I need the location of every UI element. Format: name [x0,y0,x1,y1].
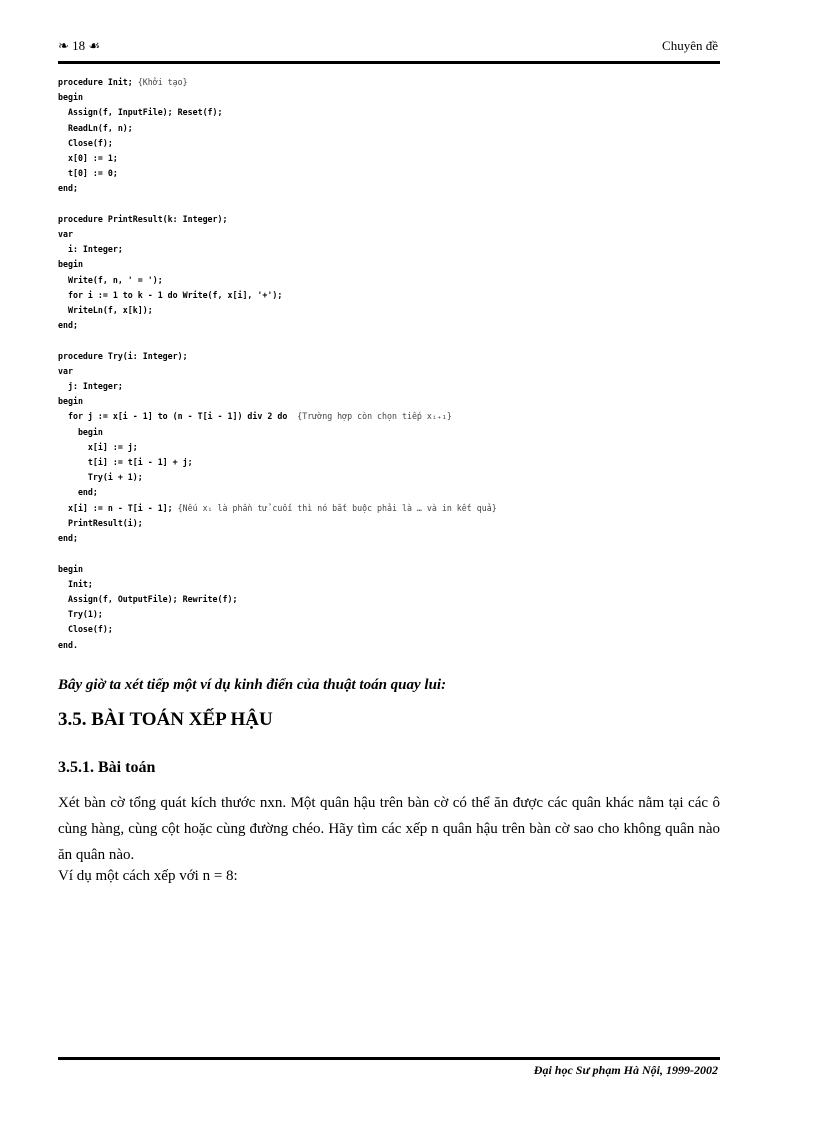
code-text: var [58,366,73,377]
page-number: 18 [72,38,86,53]
example-line: Ví dụ một cách xếp với n = 8: [58,868,238,884]
code-comment: {Nếu xᵢ là phần tử cuối thì nó bắt buộc phải là … và in kết quả} [177,503,497,514]
code-text: end; [58,534,78,545]
code-text: PrintResult(i); [58,518,143,529]
code-text: procedure PrintResult(k: Integer); [58,214,228,225]
code-text: Init; [58,579,93,590]
code-line [58,108,223,118]
section-title: 3.5. BÀI TOÁN XẾP HẬU [58,709,273,730]
code-comment: {Trường hợp còn chọn tiếp xᵢ₊₁} [297,412,452,423]
code-line [58,473,143,483]
code-line [58,382,123,392]
page-header-number [58,38,100,54]
code-line [58,93,83,103]
code-line [58,139,113,149]
subsection-title: 3.5.1. Bài toán [58,759,156,776]
code-line [58,260,83,270]
header-rule [58,61,720,64]
code-line [58,276,163,286]
code-line [58,367,73,377]
header-topic: Chuyên đề [662,38,718,53]
code-line [58,245,123,255]
code-text: for i := 1 to k - 1 do Write(f, x[i], '+'); [58,290,283,301]
ornament-left-icon: ❧ [58,38,69,53]
code-text: Write(f, n, ' = '); [58,275,163,286]
code-line [58,154,118,164]
code-text: begin [58,93,83,104]
code-line [58,78,188,88]
code-line [58,519,143,529]
code-line [58,488,98,498]
code-line [58,641,78,651]
code-line [58,397,83,407]
code-text: end; [58,184,78,195]
code-line [58,504,497,514]
code-line [58,625,113,635]
code-line [58,610,103,620]
code-text: begin [58,397,83,408]
code-line [58,565,83,575]
code-text: ReadLn(f, n); [58,123,133,134]
footer-text: Đại học Sư phạm Hà Nội, 1999-2002 [533,1063,718,1077]
code-text: j: Integer; [58,382,123,393]
code-line [58,352,188,362]
ornament-right-icon: ☙ [88,38,101,53]
code-line [58,458,193,468]
problem-paragraph: Xét bàn cờ tổng quát kích thước nxn. Một quân hậu trên bàn cờ có thể ăn được các quân khác nằm tại các ô cùng hàng, cùng cột hoặc cùng đường chéo. Hãy tìm các xếp n quân hậu trên bàn cờ sao cho không quân nào ăn quân nào. [58,795,720,863]
code-text: end. [58,640,78,651]
code-text: i: Integer; [58,245,123,256]
code-text: x[i] := n - T[i - 1]; [58,503,178,514]
code-text: procedure Try(i: Integer); [58,351,188,362]
code-comment: {Khởi tạo} [137,78,188,88]
footer-rule [58,1057,720,1060]
code-text: x[i] := j; [58,442,138,453]
code-line [58,124,133,134]
code-text: Assign(f, InputFile); Reset(f); [58,108,223,119]
code-text: end; [58,488,98,499]
code-line [58,443,138,453]
code-line [58,230,73,240]
code-text: Try(i + 1); [58,473,143,484]
code-line [58,215,227,225]
code-listing [58,76,497,654]
code-text: t[i] := t[i - 1] + j; [58,458,193,469]
code-line [58,595,237,605]
code-text: begin [58,260,83,271]
code-text: procedure Init; [58,78,138,88]
code-text: begin [58,564,83,575]
code-text: for j := x[i - 1] to (n - T[i - 1]) div 2 do [58,412,298,423]
code-text: Assign(f, OutputFile); Rewrite(f); [58,594,238,605]
code-text: WriteLn(f, x[k]); [58,306,153,317]
code-text: end; [58,321,78,332]
code-text: var [58,230,73,241]
code-line [58,184,78,194]
code-text: Close(f); [58,138,113,149]
code-line [58,169,118,179]
code-text: t[0] := 0; [58,169,118,180]
code-text: Try(1); [58,610,103,621]
code-line [58,428,103,438]
code-text: begin [58,427,103,438]
lead-sentence: Bây giờ ta xét tiếp một ví dụ kinh điển của thuật toán quay lui: [58,677,447,693]
code-line [58,306,153,316]
code-line [58,321,78,331]
code-line [58,534,78,544]
code-line [58,291,282,301]
code-line [58,580,93,590]
code-text: Close(f); [58,625,113,636]
code-text: x[0] := 1; [58,154,118,165]
code-line [58,412,452,422]
